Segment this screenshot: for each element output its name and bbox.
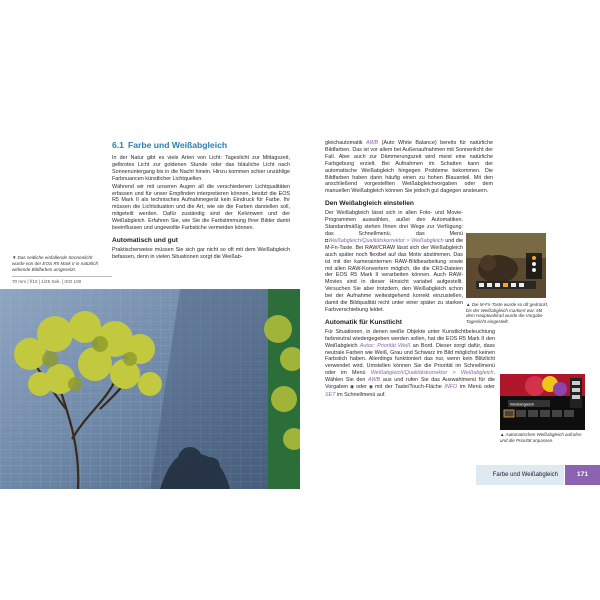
chapter-footer-label: Farbe und Weißabgleich	[476, 465, 564, 485]
paragraph: In der Natur gibt es viele Arten von Licht: Tageslicht zur Mittagszeit, gelbrotes Licht zur goldenen Stunde oder das bläuliche Licht nach Sonnenuntergang bis in die Nacht hinein. Hinzu kommen schier unzählige Farbnuancen künstlicher Lichtquellen.	[112, 155, 290, 182]
screen-caption: ▲ Die M-Fn-Taste wurde so oft gedrückt, bis der Weißabgleich markiert war. Mit dem Hauptwahlrad wurde die Vorgabe Tageslicht eingestellt.	[466, 302, 549, 324]
awb-symbol: AWB	[365, 140, 379, 146]
page-number: 171	[565, 465, 600, 485]
building-tree-photo	[0, 289, 300, 489]
section-number: 6.1	[112, 140, 124, 150]
photo-illustration	[0, 289, 300, 489]
caption-arrow-icon: ▲	[500, 432, 505, 437]
subheading: Den Weißabgleich einstellen	[325, 200, 414, 208]
section-title: 6.1 Farbe und Weißabgleich	[112, 140, 228, 150]
menu-caption: ▲ Automatischen Weißabgleich aufrufen und die Priorität anpassen.	[500, 432, 582, 443]
menu-path: Weißabgleich/Qualitätskorrektor > Weißabgleich	[328, 237, 444, 244]
subheading: Automatisch und gut	[112, 236, 178, 244]
awb-white-icon: ▣	[369, 385, 373, 391]
camera-icon: ◘	[325, 237, 329, 244]
wb-menu-thumbnail	[500, 374, 585, 430]
wb-menu-illustration	[500, 374, 585, 430]
photo-caption: ▼Das seitliche einfallende Sonnenlicht wurde von der EOS R5 Mark II in natürlich wirkende Bildfarben umgesetzt.	[12, 255, 99, 272]
menu-label: Weißabgleich	[510, 401, 535, 407]
paragraph: Der Weißabgleich lässt sich in allen Foto- und Movie-Programmen auswählen, außer den Automatiken. Standardmäßig stehen Ihnen drei Wege zur Verfügung: das Schnellmenü, das Menü ◘Weißabgleich/Qualitätskorrektor > Weißabgleich und die M-Fn-Taste. Bei RAW/CRAW lässt sich der Weißabgleich auch später noch flexibel auf das Motiv abstimmen. Das ist mit der kamerainternen RAW-Bildbearbeitung sowie mit allen RAW-Konvertern möglich, die die CR3-Dateien der EOS R5 Mark II verarbeiten können. Auch RAW-Movies sind in dieser Hinsicht variabel aufgestellt. Versuchen Sie aber trotzdem, den Weißabgleich schon bei der Aufnahme weitestgehend korrekt einzustellen, damit die Bildqualität nicht unter einer später zu starken Farbverschiebung leidet.	[325, 210, 463, 313]
camera-screen-thumbnail	[466, 233, 546, 298]
mfn-screen-illustration	[466, 233, 546, 298]
caption-arrow-icon: ▲	[466, 302, 471, 307]
caption-arrow-icon: ▼	[12, 255, 17, 260]
paragraph: gleichautomatik AWB (Auto White Balance) bereits für natürliche Bildfarben. Das ist vor allem bei Außenaufnahmen mit Sonnenlicht der Fall. Aber auch zur Dämmerungszeit wird meist eine natürliche Farbgebung erzielt. Bei Aufnahmen im Schatten kann der automatische Weißabgleich hingegen Probleme bekommen. Die Bildfarben haben dann häufig einen zu hohen Blauanteil. Mit den anschließend vorgestellten Weißabgleichvorgaben oder dem manuellen Weißabgleich können Sie jedoch gut dagegen ansteuern.	[325, 140, 493, 195]
paragraph: Praktischerweise müssen Sie sich gar nicht so oft mit dem Weißabgleich befassen, denn in vielen Situationen sorgt die Weißab-	[112, 246, 290, 260]
paragraph: Während wir mit unseren Augen all die verschiedenen Lichtqualitäten erfassen und für unser Empfinden interpretieren können, besitzt die EOS R5 Mark II als technisches Aufnahmegerät kein Eindruck für Farbe. Ihr müssen die Lichtsituation und die Art, wie sie die Farben darstellen soll, mitgeteilt werden. Dafür zuständig sind der Kelvinwert und der Weißabgleich. Erfahren Sie, wie Sie die Farbstimmung Ihrer Bilder damit beeinflussen und ungewollte Farbstiche vermeiden können.	[112, 183, 290, 232]
subheading: Automatik für Kunstlicht	[325, 318, 402, 326]
paragraph: Für Situationen, in denen weiße Objekte unter Kunstlichtbeleuchtung farbneutral wiedergegeben werden sollen, hat die EOS R5 Mark II den Weißabgleich Autoc: Priorität Weiß an Bord. Dieser sorgt dafür, dass neutrale Farben wie Weiß, Grau und Schwarz im Bild möglichst keinen Farbstich haben. Allerdings funktioniert das nur, wenn kein Blitzlicht verwendet wird. Umstellen können Sie die Priorität im Schnellmenü oder im Menü Weißabgleich/Qualitätskorrektor > Weißabgleich. Wählen Sie den AWB aus und rufen Sie das Auswahlmenü für die Vorgaben ▣ oder ▣ mit der Taste/Touch-Fläche INFO im Menü oder SET im Schnellmenü auf.	[325, 328, 496, 398]
exif-data: 70 mm | f/10 | 1/25 Sek. | ISO 100	[12, 276, 112, 284]
left-column	[112, 140, 290, 261]
awb-ambience-icon: ▣	[350, 385, 354, 391]
